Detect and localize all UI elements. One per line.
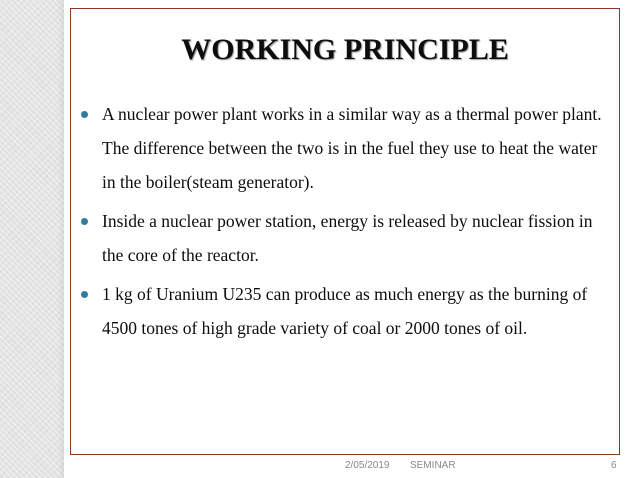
footer-label: SEMINAR — [410, 460, 456, 471]
bullet-dot-icon — [81, 291, 88, 298]
bullet-text: A nuclear power plant works in a similar way as a thermal power plant. The difference between the two is in the fuel they use to heat the water in the boiler(steam generator). — [102, 104, 602, 192]
footer-page-number: 6 — [611, 460, 617, 471]
bullet-text: Inside a nuclear power station, energy is released by nuclear fission in the core of the reactor. — [102, 211, 593, 265]
bullet-item-3 — [78, 277, 613, 345]
bullet-dot-icon — [81, 111, 88, 118]
decorative-side-band — [0, 0, 64, 478]
bullet-list — [78, 97, 613, 350]
bullet-item-1 — [78, 97, 613, 199]
bullet-text: 1 kg of Uranium U235 can produce as much energy as the burning of 4500 tones of high grade variety of coal or 2000 tones of oil. — [102, 284, 588, 338]
footer-date: 2/05/2019 — [345, 460, 390, 471]
slide-title: WORKING PRINCIPLE — [181, 33, 509, 66]
bullet-item-2 — [78, 204, 613, 272]
bullet-dot-icon — [81, 218, 88, 225]
